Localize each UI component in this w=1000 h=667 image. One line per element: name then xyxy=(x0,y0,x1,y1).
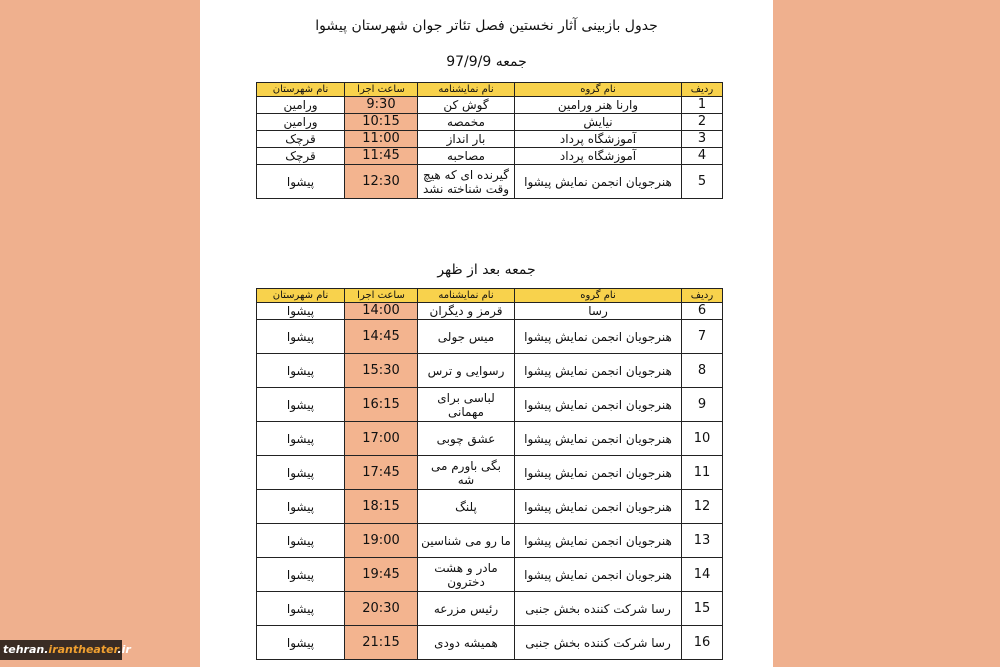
performance-time-cell: 10:15 xyxy=(345,114,418,131)
city-name-cell: پیشوا xyxy=(257,626,345,660)
table-row xyxy=(257,626,723,660)
row-number-cell: 5 xyxy=(682,165,723,199)
show-name-cell: قرمز و دیگران xyxy=(418,303,515,320)
section1-title: جمعه 97/9/9 xyxy=(446,54,527,70)
row-number-cell: 15 xyxy=(682,592,723,626)
performance-time-cell: 19:00 xyxy=(345,524,418,558)
col-header-row: ردیف xyxy=(682,83,723,97)
row-number-cell: 10 xyxy=(682,422,723,456)
table-row xyxy=(257,490,723,524)
row-number-cell: 16 xyxy=(682,626,723,660)
city-name-cell: پیشوا xyxy=(257,422,345,456)
table-row xyxy=(257,456,723,490)
show-name-cell: میس جولی xyxy=(418,320,515,354)
table-row xyxy=(257,354,723,388)
performance-time-cell: 11:45 xyxy=(345,148,418,165)
group-name-cell: وارنا هنر ورامین xyxy=(515,97,682,114)
performance-time-cell: 16:15 xyxy=(345,388,418,422)
performance-time-cell: 9:30 xyxy=(345,97,418,114)
city-name-cell: پیشوا xyxy=(257,558,345,592)
city-name-cell: پیشوا xyxy=(257,388,345,422)
watermark-suffix: .ir xyxy=(117,643,131,656)
group-name-cell: نیایش xyxy=(515,114,682,131)
performance-time-cell: 17:00 xyxy=(345,422,418,456)
row-number-cell: 4 xyxy=(682,148,723,165)
city-name-cell: ورامین xyxy=(257,114,345,131)
col-header-group: نام گروه xyxy=(515,83,682,97)
table-row xyxy=(257,97,723,114)
performance-time-cell: 14:45 xyxy=(345,320,418,354)
city-name-cell: پیشوا xyxy=(257,165,345,199)
group-name-cell: هنرجویان انجمن نمایش پیشوا xyxy=(515,320,682,354)
group-name-cell: هنرجویان انجمن نمایش پیشوا xyxy=(515,456,682,490)
performance-time-cell: 19:45 xyxy=(345,558,418,592)
show-name-cell: همیشه دودی xyxy=(418,626,515,660)
performance-time-cell: 12:30 xyxy=(345,165,418,199)
city-name-cell: پیشوا xyxy=(257,456,345,490)
show-name-cell: رئیس مزرعه xyxy=(418,592,515,626)
performance-time-cell: 21:15 xyxy=(345,626,418,660)
table-row xyxy=(257,165,723,199)
watermark-prefix: tehran. xyxy=(3,643,49,656)
show-name-cell: بار انداز xyxy=(418,131,515,148)
performance-time-cell: 14:00 xyxy=(345,303,418,320)
group-name-cell: هنرجویان انجمن نمایش پیشوا xyxy=(515,165,682,199)
col-header-time: ساعت اجرا xyxy=(345,289,418,303)
group-name-cell: هنرجویان انجمن نمایش پیشوا xyxy=(515,524,682,558)
city-name-cell: قرچک xyxy=(257,148,345,165)
show-name-cell: لباسی برای مهمانی xyxy=(418,388,515,422)
table-row xyxy=(257,320,723,354)
city-name-cell: پیشوا xyxy=(257,592,345,626)
schedule-table-1 xyxy=(256,82,723,199)
group-name-cell: رسا شرکت کننده بخش جنبی xyxy=(515,592,682,626)
col-header-row: ردیف xyxy=(682,289,723,303)
table-row xyxy=(257,388,723,422)
table-row xyxy=(257,148,723,165)
group-name-cell: رسا xyxy=(515,303,682,320)
show-name-cell: پلنگ xyxy=(418,490,515,524)
show-name-cell: گیرنده ای که هیچ وقت شناخته نشد xyxy=(418,165,515,199)
row-number-cell: 8 xyxy=(682,354,723,388)
performance-time-cell: 15:30 xyxy=(345,354,418,388)
document-title: جدول بازبینی آثار نخستین فصل تئاتر جوان شهرستان پیشوا xyxy=(315,18,658,34)
show-name-cell: مادر و هشت دخترون xyxy=(418,558,515,592)
col-header-group: نام گروه xyxy=(515,289,682,303)
show-name-cell: عشق چوبی xyxy=(418,422,515,456)
show-name-cell: مصاحبه xyxy=(418,148,515,165)
row-number-cell: 2 xyxy=(682,114,723,131)
row-number-cell: 3 xyxy=(682,131,723,148)
col-header-city: نام شهرستان xyxy=(257,289,345,303)
group-name-cell: هنرجویان انجمن نمایش پیشوا xyxy=(515,388,682,422)
table-row xyxy=(257,303,723,320)
group-name-cell: آموزشگاه پرداد xyxy=(515,131,682,148)
document-page xyxy=(200,0,773,667)
row-number-cell: 14 xyxy=(682,558,723,592)
city-name-cell: پیشوا xyxy=(257,303,345,320)
row-number-cell: 9 xyxy=(682,388,723,422)
city-name-cell: پیشوا xyxy=(257,320,345,354)
table-header-row xyxy=(257,289,723,303)
group-name-cell: هنرجویان انجمن نمایش پیشوا xyxy=(515,354,682,388)
row-number-cell: 6 xyxy=(682,303,723,320)
row-number-cell: 12 xyxy=(682,490,723,524)
group-name-cell: هنرجویان انجمن نمایش پیشوا xyxy=(515,558,682,592)
section2-title: جمعه بعد از ظهر xyxy=(437,262,536,278)
city-name-cell: پیشوا xyxy=(257,354,345,388)
watermark-accent: irantheater xyxy=(48,643,118,656)
city-name-cell: پیشوا xyxy=(257,524,345,558)
city-name-cell: پیشوا xyxy=(257,490,345,524)
col-header-city: نام شهرستان xyxy=(257,83,345,97)
show-name-cell: بگی باورم می شه xyxy=(418,456,515,490)
performance-time-cell: 18:15 xyxy=(345,490,418,524)
performance-time-cell: 17:45 xyxy=(345,456,418,490)
table-row xyxy=(257,524,723,558)
schedule-table-2 xyxy=(256,288,723,660)
group-name-cell: هنرجویان انجمن نمایش پیشوا xyxy=(515,490,682,524)
city-name-cell: ورامین xyxy=(257,97,345,114)
city-name-cell: قرچک xyxy=(257,131,345,148)
row-number-cell: 13 xyxy=(682,524,723,558)
row-number-cell: 11 xyxy=(682,456,723,490)
group-name-cell: رسا شرکت کننده بخش جنبی xyxy=(515,626,682,660)
group-name-cell: هنرجویان انجمن نمایش پیشوا xyxy=(515,422,682,456)
table-row xyxy=(257,592,723,626)
row-number-cell: 1 xyxy=(682,97,723,114)
group-name-cell: آموزشگاه پرداد xyxy=(515,148,682,165)
show-name-cell: مخمصه xyxy=(418,114,515,131)
row-number-cell: 7 xyxy=(682,320,723,354)
col-header-show: نام نمایشنامه xyxy=(418,289,515,303)
site-watermark xyxy=(0,640,131,660)
col-header-show: نام نمایشنامه xyxy=(418,83,515,97)
show-name-cell: رسوایی و ترس xyxy=(418,354,515,388)
table-row xyxy=(257,422,723,456)
show-name-cell: گوش کن xyxy=(418,97,515,114)
table-row xyxy=(257,114,723,131)
table-row xyxy=(257,131,723,148)
show-name-cell: ما رو می شناسین xyxy=(418,524,515,558)
performance-time-cell: 11:00 xyxy=(345,131,418,148)
table-row xyxy=(257,558,723,592)
performance-time-cell: 20:30 xyxy=(345,592,418,626)
table-header-row xyxy=(257,83,723,97)
col-header-time: ساعت اجرا xyxy=(345,83,418,97)
